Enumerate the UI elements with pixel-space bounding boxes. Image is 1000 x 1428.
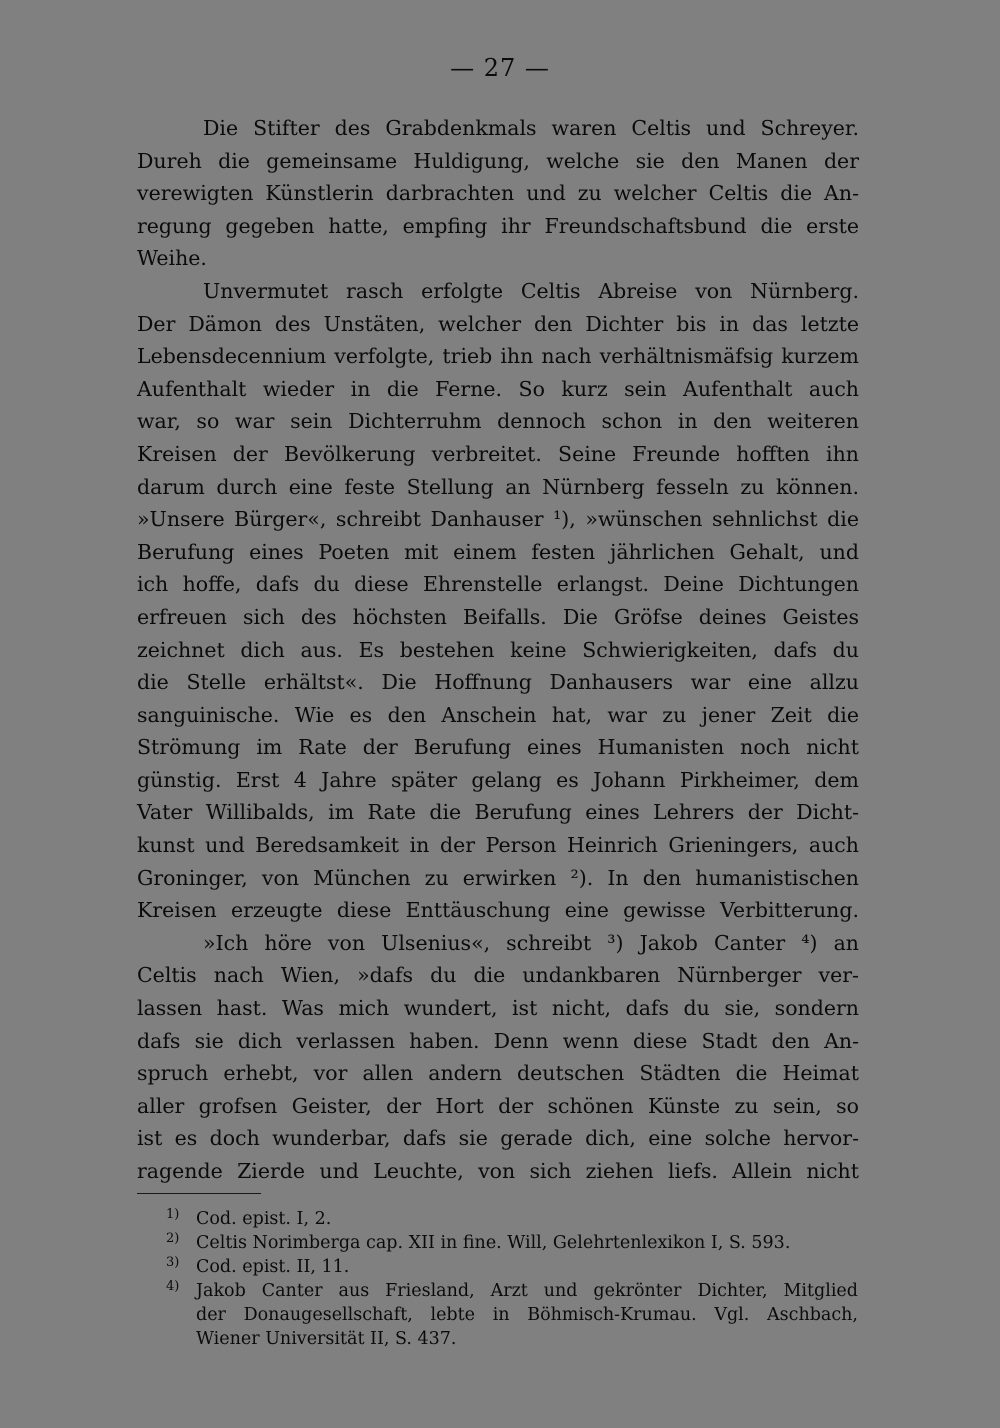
footnote-marker: 1) [166,1207,180,1222]
text-line: lassen hast. Was mich wundert, ist nicht, dafs du sie, sondern [137,996,859,1021]
footnote [166,1279,858,1351]
footnotes [166,1207,858,1351]
text-line: Weihe. [137,246,207,271]
text-line: ist es doch wunderbar, dafs sie gerade dich, eine solche hervor- [137,1126,859,1151]
text-line: Dureh die gemeinsame Huldigung, welche sie den Manen der [137,148,859,173]
text-line: die Stelle erhältst«. Die Hoffnung Danhausers war eine allzu [137,670,859,695]
footnote-separator [137,1193,261,1194]
text-line: ich hoffe, dafs du diese Ehrenstelle erlangst. Deine Dichtungen [137,572,859,597]
text-line: »Ich höre von Ulsenius«, schreibt ³) Jakob Canter ⁴) an [203,930,859,955]
text-line: günstig. Erst 4 Jahre später gelang es Johann Pirkheimer, dem [137,767,859,792]
footnote [166,1231,858,1255]
text-line: Groninger, von München zu erwirken ²). In den humanistischen [137,865,859,890]
text-line: sanguinische. Wie es den Anschein hat, war zu jener Zeit die [137,702,859,727]
text-line: Berufung eines Poeten mit einem festen jährlichen Gehalt, und [137,539,859,564]
text-line: darum durch eine feste Stellung an Nürnberg fesseln zu können. [137,474,859,499]
text-line: Unvermutet rasch erfolgte Celtis Abreise von Nürnberg. [203,278,859,303]
text-line: war, so war sein Dichterruhm dennoch schon in den weiteren [137,409,859,434]
footnote-marker: 3) [166,1255,180,1270]
footnote-text: der Donaugesellschaft, lebte in Böhmisch-Krumau. Vgl. Aschbach, [196,1305,858,1325]
text-line: kunst und Beredsamkeit in der Person Heinrich Grieningers, auch [137,833,859,858]
footnote-text: Celtis Norimberga cap. XII in fine. Will, Gelehrtenlexikon I, S. 593. [196,1233,791,1253]
text-line: regung gegeben hatte, empfing ihr Freundschaftsbund die erste [137,213,859,238]
footnote-text: Cod. epist. I, 2. [196,1209,332,1229]
page-number: — 27 — [450,54,550,82]
text-line: Lebensdecennium verfolgte, trieb ihn nach verhältnismäfsig kurzem [137,344,859,369]
text-line: zeichnet dich aus. Es bestehen keine Schwierigkeiten, dafs du [137,637,859,662]
text-line: Kreisen erzeugte diese Enttäuschung eine gewisse Verbitterung. [137,898,859,923]
text-line: Vater Willibalds, im Rate die Berufung eines Lehrers der Dicht- [137,800,859,825]
footnote-marker: 4) [166,1279,180,1294]
text-line: dafs sie dich verlassen haben. Denn wenn diese Stadt den An- [137,1028,859,1053]
text-line: ragende Zierde und Leuchte, von sich ziehen liefs. Allein nicht [137,1159,859,1183]
footnote-text: Cod. epist. II, 11. [196,1257,350,1277]
text-line: Kreisen der Bevölkerung verbreitet. Seine Freunde hofften ihn [137,441,859,466]
footnote-marker: 2) [166,1231,180,1246]
text-line: aller grofsen Geister, der Hort der schönen Künste zu sein, so [137,1093,859,1118]
text-line: erfreuen sich des höchsten Beifalls. Die Gröfse deines Geistes [137,604,859,629]
text-line: Celtis nach Wien, »dafs du die undankbaren Nürnberger ver- [137,963,859,988]
footnote [166,1255,858,1279]
footnote-text: Jakob Canter aus Friesland, Arzt und gekrönter Dichter, Mitglied [196,1281,858,1301]
body-text [137,112,859,1188]
text-line: Der Dämon des Unstäten, welcher den Dichter bis in das letzte [137,311,859,336]
text-line: Aufenthalt wieder in die Ferne. So kurz sein Aufenthalt auch [137,376,859,401]
footnote [166,1207,858,1231]
text-line: Strömung im Rate der Berufung eines Humanisten noch nicht [137,735,859,760]
text-line: Die Stifter des Grabdenkmals waren Celtis und Schreyer. [203,116,859,140]
text-line: verewigten Künstlerin darbrachten und zu welcher Celtis die An- [137,181,859,206]
text-line: spruch erhebt, vor allen andern deutschen Städten die Heimat [137,1061,859,1086]
footnote-text: Wiener Universität II, S. 437. [196,1329,457,1349]
text-line: »Unsere Bürger«, schreibt Danhauser ¹), »wünschen sehnlichst die [137,507,859,532]
